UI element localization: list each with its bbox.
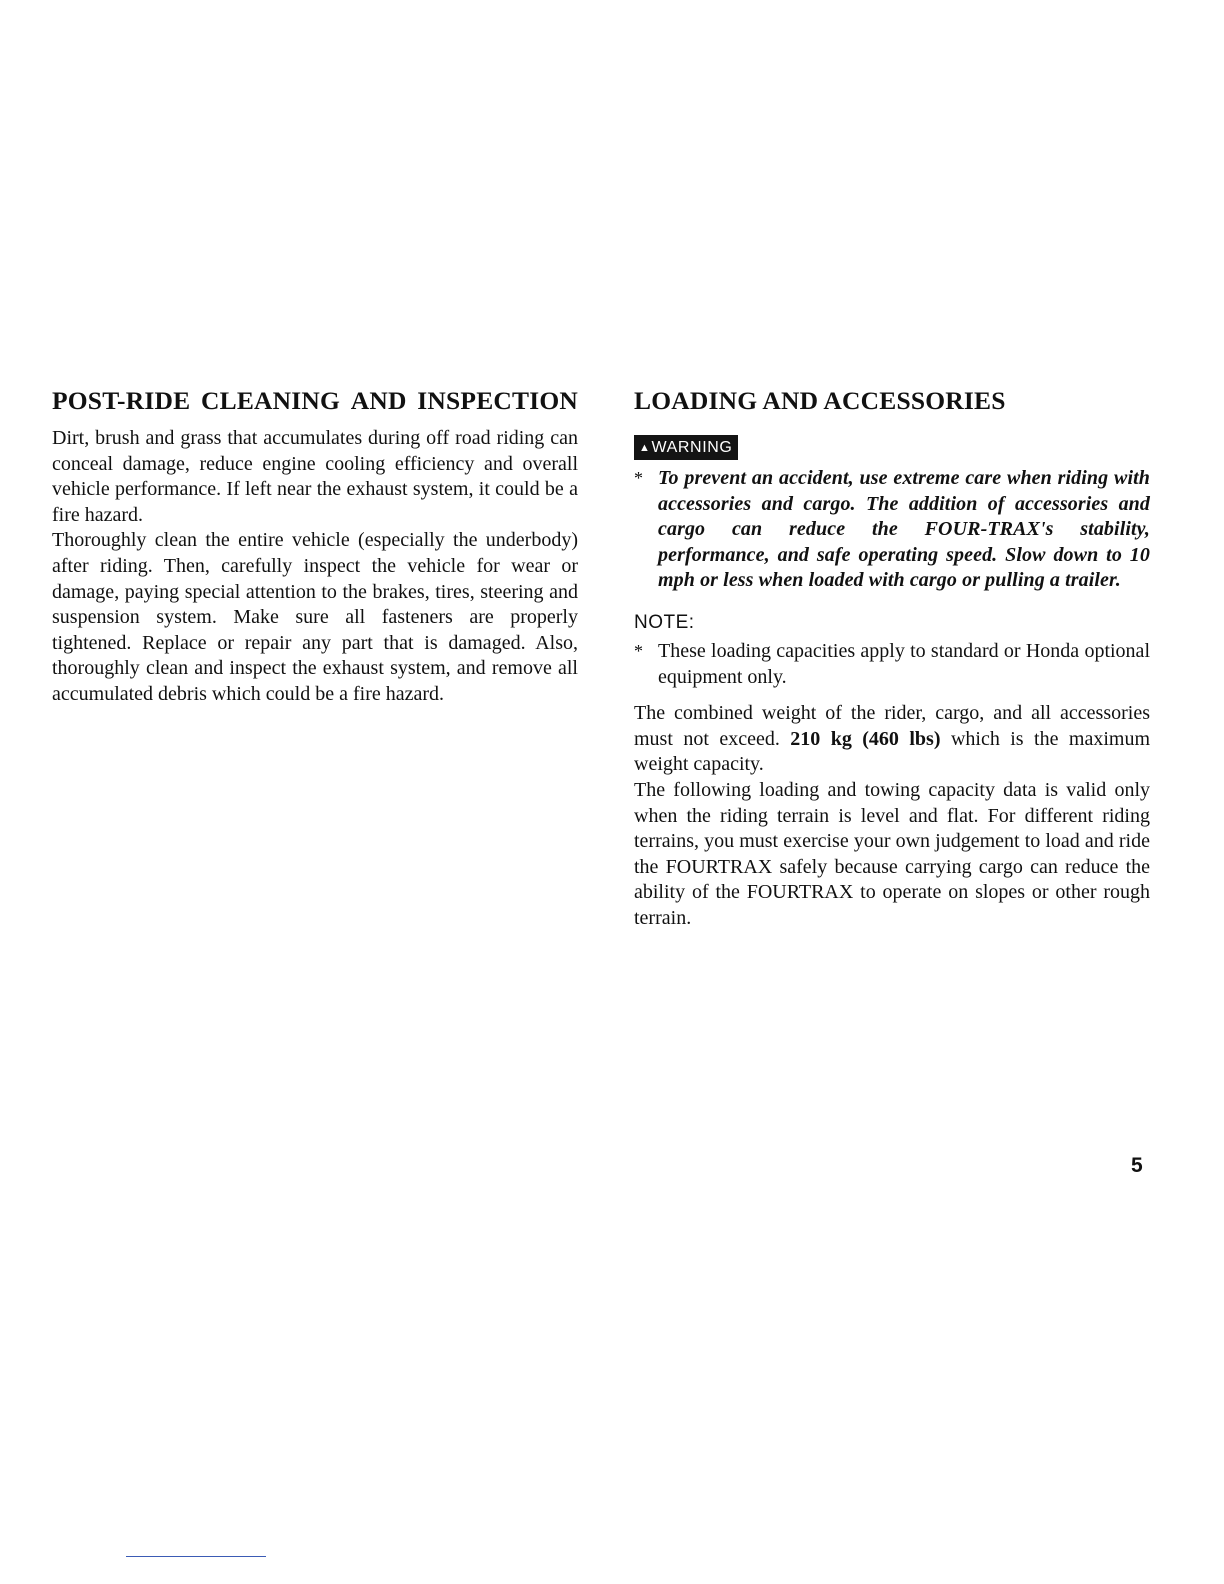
inspection-paragraph: Thoroughly clean the entire vehicle (especially the underbody) after riding. Then, carefully inspect the vehicle for wear or damage, paying special attention to the brakes, tires, steering and suspension system. Make sure all fasteners are properly tightened. Replace or repair any part that is damaged. Also, thoroughly clean and inspect the exhaust system, and remove all accumulated debris which could be a fire hazard.	[52, 529, 578, 705]
post-ride-section	[52, 385, 578, 708]
page-number: 5	[1131, 1154, 1143, 1177]
note-text: These loading capacities apply to standard or Honda optional equipment only.	[658, 639, 1150, 688]
heading-word: POST-RIDE	[52, 386, 191, 415]
loading-heading: LOADING AND ACCESSORIES	[634, 386, 1006, 415]
footer-rule	[126, 1556, 266, 1557]
weight-capacity-paragraph	[634, 701, 1150, 778]
bullet-asterisk: *	[634, 640, 643, 661]
post-ride-heading	[52, 385, 578, 417]
loading-section	[634, 385, 1150, 932]
warning-triangle-icon: ▲	[639, 442, 651, 454]
warning-text: To prevent an accident, use extreme care when riding with accessories and cargo. The addition of accessories and cargo can reduce the FOUR-TRAX's stability, performance, and safe operating speed. Slow down to 10 mph or less when loaded with cargo or pulling a trailer.	[658, 467, 1150, 592]
note-title: NOTE:	[634, 611, 695, 633]
warning-item	[634, 466, 1150, 594]
warning-label: WARNING	[651, 439, 733, 456]
bullet-asterisk: *	[634, 468, 643, 488]
terrain-paragraph: The following loading and towing capacity data is valid only when the riding terrain is level and flat. For different riding terrains, you must exercise your own judgement to load and ride the FOURTRAX safely because carrying cargo can reduce the ability of the FOURTRAX to operate on slopes or other rough terrain.	[634, 778, 1150, 929]
heading-word: AND	[350, 386, 407, 415]
warning-badge	[634, 435, 738, 460]
heading-word: INSPECTION	[417, 386, 578, 415]
weight-text-before: The combined weight of the rider, cargo, and all accessories must not exceed.	[634, 702, 1150, 750]
cleaning-paragraph: Dirt, brush and grass that accumulates during off road riding can conceal damage, reduce engine cooling efficiency and overall vehicle performance. If left near the exhaust system, it could be a fire hazard.	[52, 427, 578, 526]
heading-word: CLEANING	[201, 386, 341, 415]
weight-limit: 210 kg (460 lbs)	[790, 727, 941, 750]
note-item	[634, 639, 1150, 690]
weight-text-after: which is the maximum weight capacity.	[634, 727, 1150, 776]
